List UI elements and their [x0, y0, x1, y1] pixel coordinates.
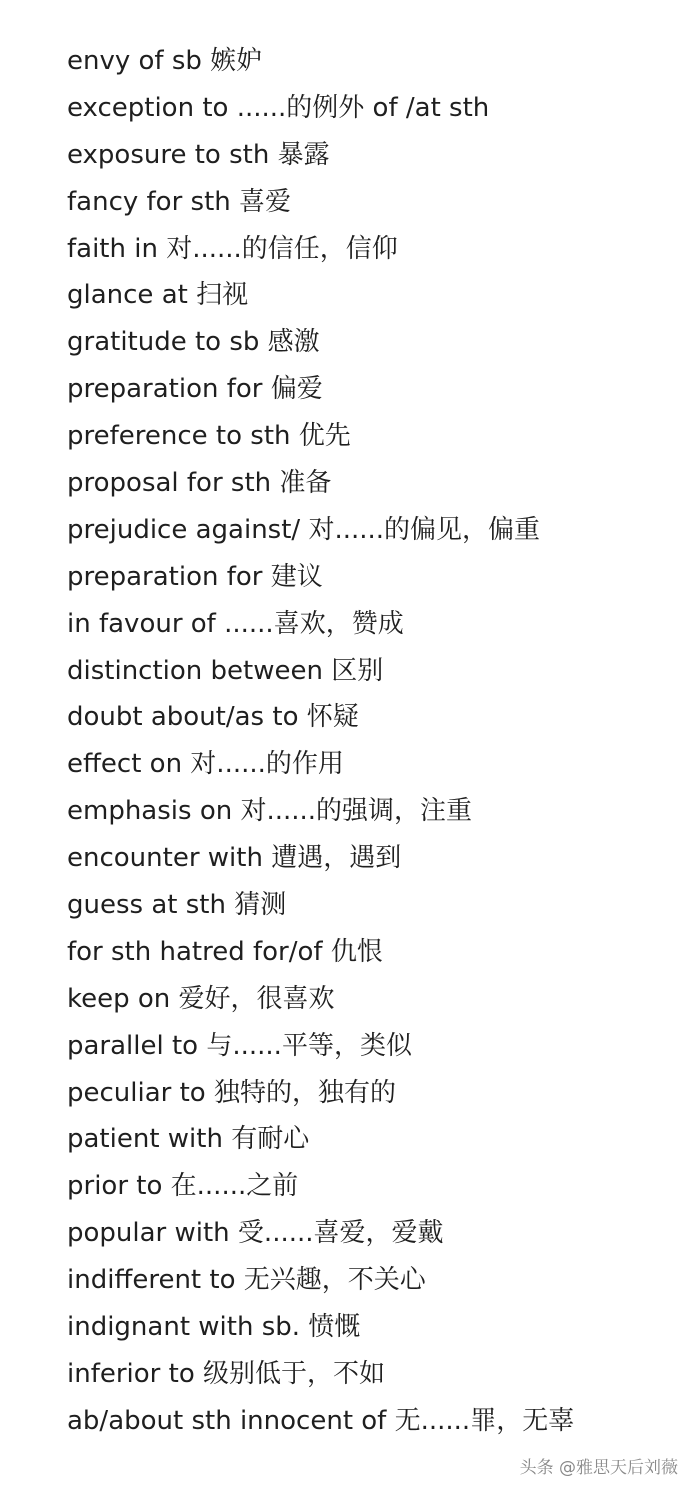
phrase-item: proposal for sth 准备 — [67, 468, 332, 499]
phrase-item: fancy for sth 喜爱 — [67, 186, 292, 217]
phrase-item: patient with 有耐心 — [67, 1124, 310, 1155]
phrase-item: envy of sb 嫉妒 — [67, 46, 263, 76]
phrase-item: keep on 爱好，很喜欢 — [67, 983, 335, 1014]
phrase-item: doubt about/as to 怀疑 — [67, 702, 359, 733]
phrase-item: preparation for 建议 — [67, 561, 323, 592]
phrase-item: ab/about sth innocent of 无......罪，无辜 — [67, 1405, 575, 1436]
phrase-item: preference to sth 优先 — [67, 421, 351, 452]
phrase-item: preparation for 偏爱 — [67, 374, 323, 405]
phrase-item: exception to ......的例外 of /at sth — [67, 92, 490, 123]
phrase-item: inferior to 级别低于，不如 — [67, 1358, 385, 1389]
phrase-item: faith in 对......的信任，信仰 — [67, 233, 398, 264]
phrase-item: indifferent to 无兴趣，不关心 — [67, 1265, 426, 1296]
phrase-item: indignant with sb. 愤慨 — [67, 1312, 361, 1343]
phrase-item: parallel to 与......平等，类似 — [67, 1030, 412, 1061]
phrase-item: guess at sth 猜测 — [67, 890, 287, 921]
phrase-item: encounter with 遭遇，遇到 — [67, 843, 402, 874]
phrase-item: gratitude to sb 感激 — [67, 327, 320, 358]
watermark: 头条 @雅思天后刘薇 — [519, 1458, 678, 1478]
phrase-item: exposure to sth 暴露 — [67, 139, 330, 170]
phrase-item: popular with 受......喜爱，爱戴 — [67, 1218, 444, 1249]
phrase-item: for sth hatred for/of 仇恨 — [67, 936, 383, 967]
phrase-item: emphasis on 对......的强调，注重 — [67, 796, 473, 827]
phrase-item: prior to 在......之前 — [67, 1171, 299, 1202]
phrase-item: in favour of ......喜欢，赞成 — [67, 608, 404, 639]
phrase-item: distinction between 区别 — [67, 655, 384, 686]
phrase-item: glance at 扫视 — [67, 280, 249, 311]
phrase-item: peculiar to 独特的，独有的 — [67, 1077, 396, 1108]
phrase-item: prejudice against/ 对......的偏见，偏重 — [67, 514, 541, 545]
phrase-item: effect on 对......的作用 — [67, 749, 344, 780]
phrase-list — [67, 38, 574, 1445]
